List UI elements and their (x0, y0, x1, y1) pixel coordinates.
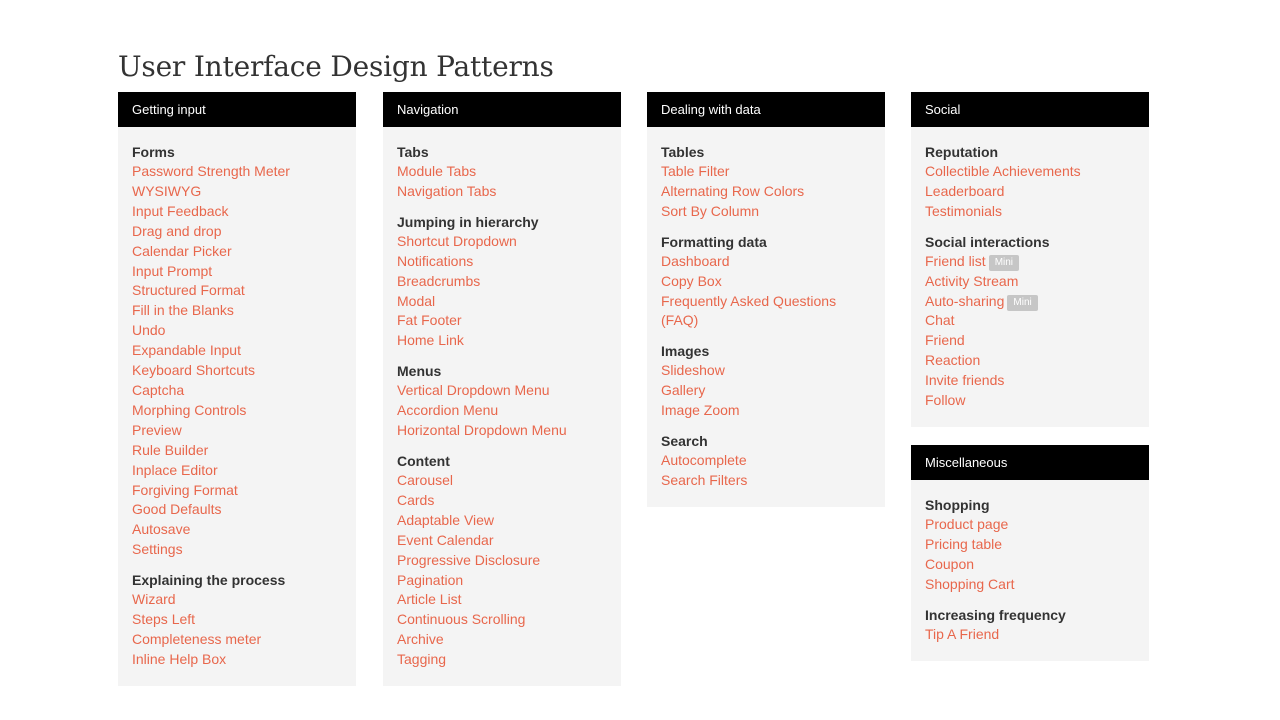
pattern-link-fill-in-the-blanks[interactable] (132, 301, 342, 321)
pattern-link-forgiving-format[interactable] (132, 481, 342, 501)
section-tabs (397, 142, 607, 202)
panel-navigation (383, 92, 621, 686)
pattern-link-adaptable-view[interactable] (397, 511, 607, 531)
pattern-link-fat-footer[interactable] (397, 311, 607, 331)
pattern-link-tagging[interactable] (397, 650, 607, 670)
pattern-link-label: Navigation Tabs (397, 182, 497, 199)
pattern-link-label: Carousel (397, 471, 454, 488)
pattern-link-frequently-asked-questions[interactable] (661, 292, 871, 312)
pattern-link-label: Shortcut Dropdown (397, 232, 517, 249)
pattern-link-label: Pagination (397, 571, 464, 588)
pattern-link-leaderboard[interactable] (925, 182, 1135, 202)
pattern-link-label: Continuous Scrolling (397, 611, 526, 628)
pattern-link-label: Article List (397, 591, 462, 608)
pattern-link-label: Event Calendar (397, 531, 494, 548)
pattern-link-continuous-scrolling[interactable] (397, 610, 607, 630)
pattern-link-label: Collectible Achievements (925, 163, 1081, 179)
pattern-link-collectible-achievements[interactable] (925, 162, 1135, 182)
pattern-link-rule-builder[interactable] (132, 441, 342, 461)
pattern-link-coupon[interactable] (925, 555, 1135, 575)
pattern-link-label: Inplace Editor (132, 461, 218, 478)
pattern-link-label: Accordion Menu (397, 402, 499, 419)
pattern-link-pricing-table[interactable] (925, 535, 1135, 555)
pattern-link-label: Auto-sharing (925, 292, 1005, 309)
pattern-link-label: Dashboard (661, 252, 730, 269)
pattern-link-settings[interactable] (132, 540, 342, 560)
section-forms (132, 142, 342, 560)
pattern-link-morphing-controls[interactable] (132, 401, 342, 421)
panel-getting-input (118, 92, 356, 686)
section-jumping-in-hierarchy (397, 212, 607, 351)
pattern-link-label: Sort By Column (661, 202, 760, 219)
panel-body (118, 127, 356, 686)
section-menus (397, 361, 607, 441)
pattern-link-keyboard-shortcuts[interactable] (132, 361, 342, 381)
panel-header: Navigation (383, 92, 621, 127)
pattern-link-label: Chat (925, 312, 955, 329)
section-reputation (925, 142, 1135, 222)
pattern-link-shopping-cart[interactable] (925, 575, 1135, 595)
pattern-link-label: (FAQ) (661, 312, 699, 329)
pattern-link-label: Alternating Row Colors (661, 182, 805, 199)
pattern-link-good-defaults[interactable] (132, 500, 342, 520)
panel-header: Getting input (118, 92, 356, 127)
mini-badge: Mini (1007, 295, 1037, 311)
section-social-interactions (925, 232, 1135, 411)
section-title: Menus (397, 363, 442, 380)
panel-body (911, 127, 1149, 427)
pattern-link-cards[interactable] (397, 491, 607, 511)
pattern-link-label: Vertical Dropdown Menu (397, 382, 550, 399)
section-formatting-data (661, 232, 871, 332)
pattern-link-label: WYSIWYG (132, 182, 202, 199)
pattern-link-label: Frequently Asked Questions (661, 292, 837, 309)
pattern-link-preview[interactable] (132, 421, 342, 441)
section-title: Jumping in hierarchy (397, 213, 539, 230)
pattern-link-label: Autocomplete (661, 452, 747, 469)
pattern-link-label: Table Filter (661, 163, 730, 179)
pattern-link-navigation-tabs[interactable] (397, 182, 607, 202)
pattern-link-label: Structured Format (132, 282, 245, 299)
panel-header: Social (911, 92, 1149, 127)
pattern-link-follow[interactable] (925, 391, 1135, 411)
pattern-link-friend[interactable] (925, 331, 1135, 351)
panel-social (911, 92, 1149, 427)
pattern-link-label: Wizard (132, 591, 176, 608)
section-title: Formatting data (661, 233, 767, 250)
section-title: Images (661, 343, 710, 360)
column-getting-input (118, 92, 356, 704)
pattern-link-tip-a-friend[interactable] (925, 625, 1135, 645)
pattern-link-gallery[interactable] (661, 381, 871, 401)
mini-badge: Mini (989, 255, 1019, 271)
pattern-link-table-filter[interactable] (661, 162, 871, 182)
pattern-link-label: Tip A Friend (925, 625, 1000, 642)
pattern-link-label: Inline Help Box (132, 650, 227, 667)
pattern-link-label: Fat Footer (397, 312, 462, 329)
pattern-link-faq[interactable] (661, 311, 871, 331)
pattern-link-label: Captcha (132, 381, 185, 398)
pattern-link-label: Preview (132, 421, 182, 438)
pattern-link-label: Modal (397, 292, 436, 309)
pattern-link-shortcut-dropdown[interactable] (397, 232, 607, 252)
pattern-link-label: Forgiving Format (132, 481, 238, 498)
panel-header: Dealing with data (647, 92, 885, 127)
pattern-link-reaction[interactable] (925, 351, 1135, 371)
pattern-link-label: Shopping Cart (925, 575, 1015, 592)
section-shopping (925, 495, 1135, 595)
pattern-link-label: Breadcrumbs (397, 272, 481, 289)
section-title: Search (661, 433, 708, 450)
pattern-link-label: Gallery (661, 382, 706, 399)
pattern-link-image-zoom[interactable] (661, 401, 871, 421)
pattern-link-sort-by-column[interactable] (661, 202, 871, 222)
pattern-link-calendar-picker[interactable] (132, 242, 342, 262)
pattern-link-label: Notifications (397, 252, 474, 269)
pattern-link-label: Morphing Controls (132, 401, 247, 418)
section-tables (661, 142, 871, 222)
pattern-link-label: Progressive Disclosure (397, 551, 541, 568)
section-title: Tables (661, 144, 705, 160)
pattern-link-label: Copy Box (661, 272, 722, 289)
pattern-link-label: Input Feedback (132, 202, 229, 219)
section-title: Social interactions (925, 233, 1050, 250)
pattern-link-label: Input Prompt (132, 262, 213, 279)
pattern-link-progressive-disclosure[interactable] (397, 551, 607, 571)
pattern-link-label: Horizontal Dropdown Menu (397, 422, 567, 439)
pattern-link-label: Module Tabs (397, 163, 477, 179)
section-title: Increasing frequency (925, 606, 1066, 623)
pattern-link-undo[interactable] (132, 321, 342, 341)
pattern-link-dashboard[interactable] (661, 252, 871, 272)
panel-miscellaneous (911, 445, 1149, 661)
pattern-link-label: Autosave (132, 521, 191, 538)
pattern-link-label: Keyboard Shortcuts (132, 362, 255, 379)
pattern-link-label: Slideshow (661, 362, 725, 379)
panel-body (911, 480, 1149, 661)
pattern-link-drag-and-drop[interactable] (132, 222, 342, 242)
pattern-link-label: Steps Left (132, 611, 196, 628)
section-increasing-frequency (925, 605, 1135, 645)
pattern-link-wizard[interactable] (132, 590, 342, 610)
pattern-link-carousel[interactable] (397, 471, 607, 491)
pattern-link-label: Expandable Input (132, 342, 241, 359)
pattern-link-structured-format[interactable] (132, 281, 342, 301)
section-explaining-the-process (132, 570, 342, 670)
pattern-link-expandable-input[interactable] (132, 341, 342, 361)
page-title: User Interface Design Patterns (118, 50, 554, 83)
pattern-link-label: Settings (132, 541, 183, 558)
pattern-link-label: Friend (925, 332, 965, 349)
column-dealing-with-data (647, 92, 885, 525)
pattern-link-label: Rule Builder (132, 441, 209, 458)
pattern-link-label: Reaction (925, 352, 981, 369)
pattern-link-label: Good Defaults (132, 501, 222, 518)
pattern-link-notifications[interactable] (397, 252, 607, 272)
pattern-link-autosave[interactable] (132, 520, 342, 540)
pattern-link-label: Friend list (925, 252, 986, 269)
pattern-link-module-tabs[interactable] (397, 162, 607, 182)
pattern-link-pagination[interactable] (397, 571, 607, 591)
pattern-link-label: Fill in the Blanks (132, 302, 234, 319)
pattern-link-accordion-menu[interactable] (397, 401, 607, 421)
pattern-link-label: Archive (397, 631, 444, 648)
pattern-link-steps-left[interactable] (132, 610, 342, 630)
section-title: Forms (132, 144, 175, 160)
pattern-link-label: Coupon (925, 555, 975, 572)
section-title: Shopping (925, 496, 990, 513)
pattern-link-event-calendar[interactable] (397, 531, 607, 551)
pattern-link-product-page[interactable] (925, 515, 1135, 535)
pattern-link-label: Testimonials (925, 202, 1003, 219)
pattern-link-inplace-editor[interactable] (132, 461, 342, 481)
pattern-link-archive[interactable] (397, 630, 607, 650)
section-title: Explaining the process (132, 572, 286, 589)
pattern-link-label: Cards (397, 491, 435, 508)
pattern-link-invite-friends[interactable] (925, 371, 1135, 391)
pattern-link-home-link[interactable] (397, 331, 607, 351)
pattern-link-input-prompt[interactable] (132, 262, 342, 282)
pattern-link-label: Search Filters (661, 471, 748, 488)
section-title: Tabs (397, 144, 429, 160)
pattern-link-completeness-meter[interactable] (132, 630, 342, 650)
pattern-link-alternating-row-colors[interactable] (661, 182, 871, 202)
pattern-link-chat[interactable] (925, 311, 1135, 331)
pattern-link-autocomplete[interactable] (661, 451, 871, 471)
panel-header: Miscellaneous (911, 445, 1149, 480)
pattern-link-wysiwyg[interactable] (132, 182, 342, 202)
section-title: Reputation (925, 144, 999, 160)
pattern-link-label: Password Strength Meter (132, 163, 290, 179)
pattern-link-modal[interactable] (397, 292, 607, 312)
pattern-link-input-feedback[interactable] (132, 202, 342, 222)
pattern-link-captcha[interactable] (132, 381, 342, 401)
pattern-link-label: Pricing table (925, 535, 1003, 552)
pattern-link-label: Drag and drop (132, 222, 222, 239)
pattern-link-horizontal-dropdown-menu[interactable] (397, 421, 607, 441)
pattern-link-label: Undo (132, 322, 166, 339)
section-images (661, 341, 871, 421)
pattern-link-slideshow[interactable] (661, 361, 871, 381)
pattern-link-article-list[interactable] (397, 590, 607, 610)
pattern-link-password-strength-meter[interactable] (132, 162, 342, 182)
pattern-link-vertical-dropdown-menu[interactable] (397, 381, 607, 401)
pattern-link-label: Activity Stream (925, 272, 1019, 289)
column-navigation (383, 92, 621, 704)
pattern-link-search-filters[interactable] (661, 471, 871, 491)
pattern-link-label: Calendar Picker (132, 242, 232, 259)
column-social (911, 92, 1149, 679)
pattern-link-auto-sharing[interactable] (925, 292, 1135, 312)
pattern-link-copy-box[interactable] (661, 272, 871, 292)
panel-dealing-with-data (647, 92, 885, 507)
pattern-link-label: Follow (925, 392, 966, 409)
pattern-link-testimonials[interactable] (925, 202, 1135, 222)
section-content (397, 451, 607, 670)
pattern-link-breadcrumbs[interactable] (397, 272, 607, 292)
pattern-link-label: Completeness meter (132, 630, 262, 647)
pattern-link-label: Adaptable View (397, 511, 495, 528)
panel-body (647, 127, 885, 507)
section-title: Content (397, 452, 450, 469)
section-search (661, 431, 871, 491)
pattern-link-friend-list[interactable] (925, 252, 1135, 272)
pattern-link-label: Home Link (397, 332, 464, 349)
pattern-link-activity-stream[interactable] (925, 272, 1135, 292)
pattern-link-label: Product page (925, 515, 1009, 532)
pattern-link-inline-help-box[interactable] (132, 650, 342, 670)
panel-body (383, 127, 621, 686)
pattern-link-label: Tagging (397, 651, 447, 668)
pattern-link-label: Image Zoom (661, 402, 740, 419)
pattern-link-label: Invite friends (925, 372, 1005, 389)
pattern-link-label: Leaderboard (925, 182, 1005, 199)
